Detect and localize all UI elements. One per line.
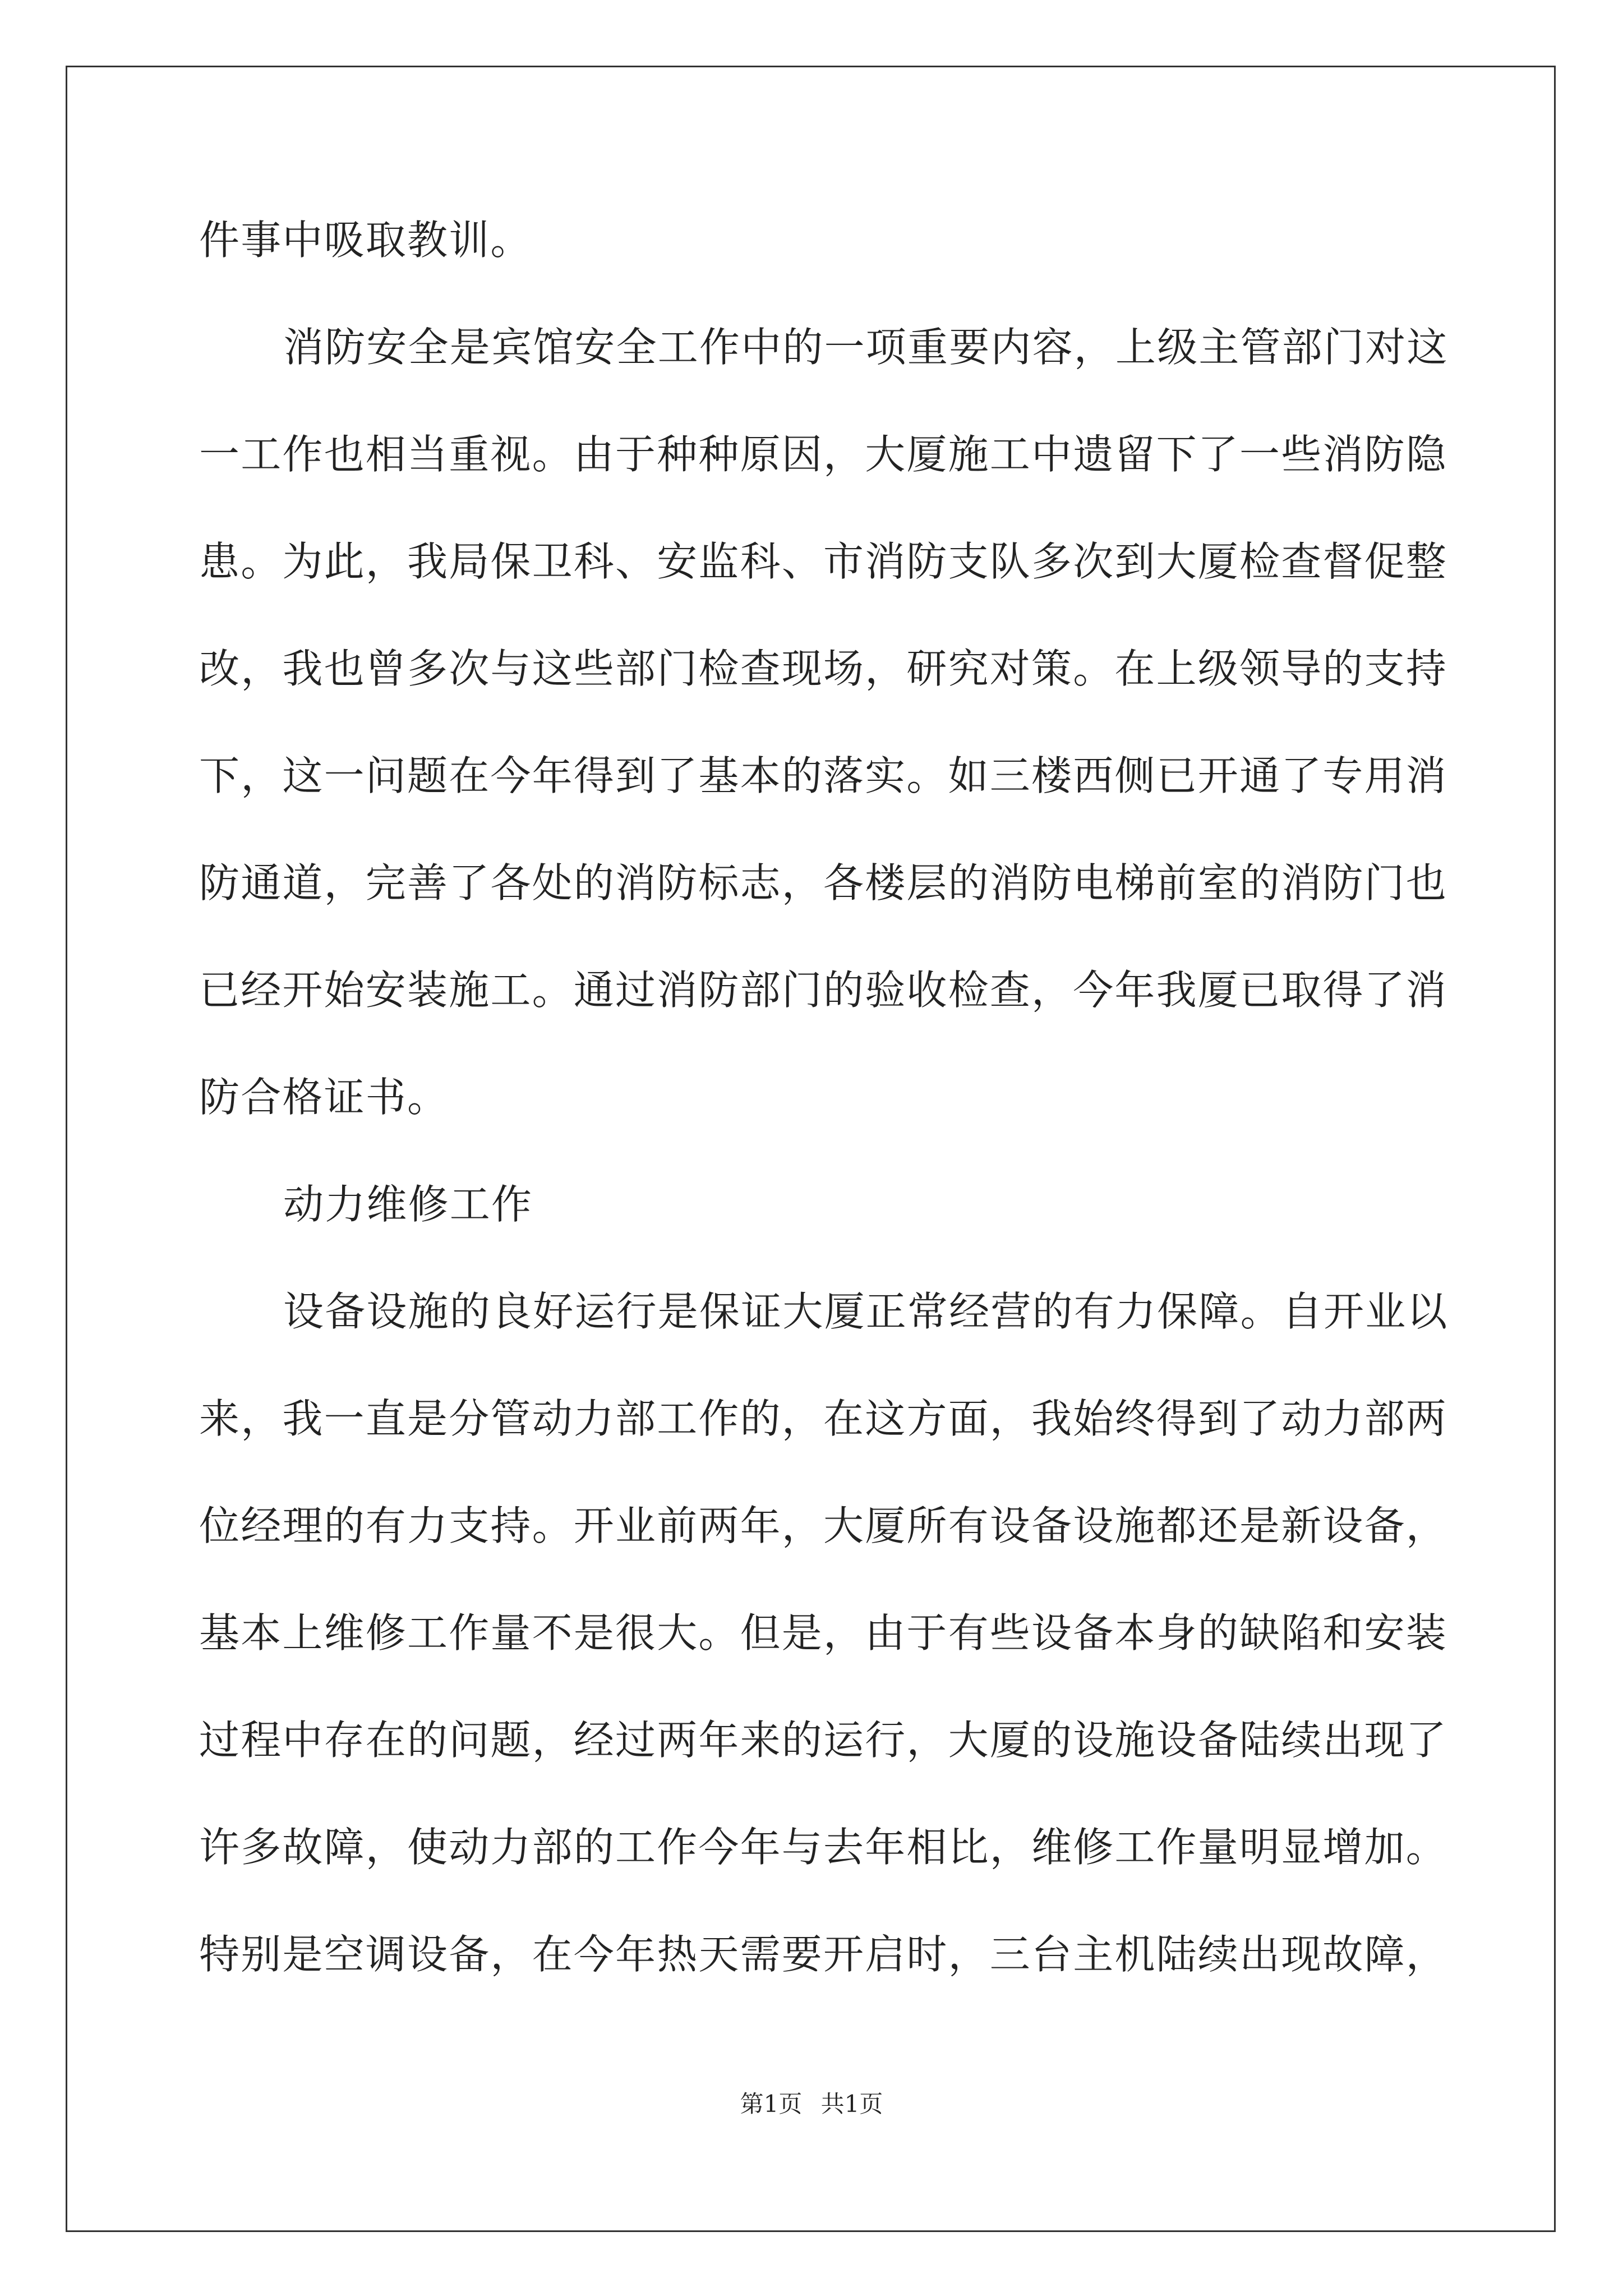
text-line: 患。为此，我局保卫科、安监科、市消防支队多次到大厦检查督促整 xyxy=(199,538,1448,585)
text-line: 改，我也曾多次与这些部门检查现场，研究对策。在上级领导的支持 xyxy=(199,645,1448,692)
text-line: 许多故障，使动力部的工作今年与去年相比，维修工作量明显增加。 xyxy=(199,1824,1448,1871)
text-line: 来，我一直是分管动力部工作的，在这方面，我始终得到了动力部两 xyxy=(199,1395,1448,1442)
text-line: 件事中吸取教训。 xyxy=(199,217,532,264)
text-line: 基本上维修工作量不是很大。但是，由于有些设备本身的缺陷和安装 xyxy=(199,1609,1448,1657)
paragraph-fire-safety-start: 消防安全是宾馆安全工作中的一项重要内容，上级主管部门对这 xyxy=(283,324,1449,371)
text-line: 已经开始安装施工。通过消防部门的验收检查，今年我厦已取得了消 xyxy=(199,967,1448,1014)
text-line: 防合格证书。 xyxy=(199,1074,449,1121)
document-body xyxy=(199,212,1449,2033)
page-footer: 第1页 共1页 xyxy=(740,2090,883,2118)
text-line: 过程中存在的问题，经过两年来的运行，大厦的设施设备陆续出现了 xyxy=(199,1717,1448,1764)
paragraph-maintenance-start: 设备设施的良好运行是保证大厦正常经营的有力保障。自开业以 xyxy=(283,1288,1449,1335)
text-line: 防通道，完善了各处的消防标志，各楼层的消防电梯前室的消防门也 xyxy=(199,859,1448,907)
text-line: 特别是空调设备，在今年热天需要开启时，三台主机陆续出现故障， xyxy=(199,1931,1448,1978)
text-line: 位经理的有力支持。开业前两年，大厦所有设备设施都还是新设备， xyxy=(199,1502,1448,1549)
section-heading: 动力维修工作 xyxy=(283,1181,533,1228)
text-line: 下，这一问题在今年得到了基本的落实。如三楼西侧已开通了专用消 xyxy=(199,752,1448,799)
text-line: 一工作也相当重视。由于种种原因，大厦施工中遗留下了一些消防隐 xyxy=(199,431,1448,478)
